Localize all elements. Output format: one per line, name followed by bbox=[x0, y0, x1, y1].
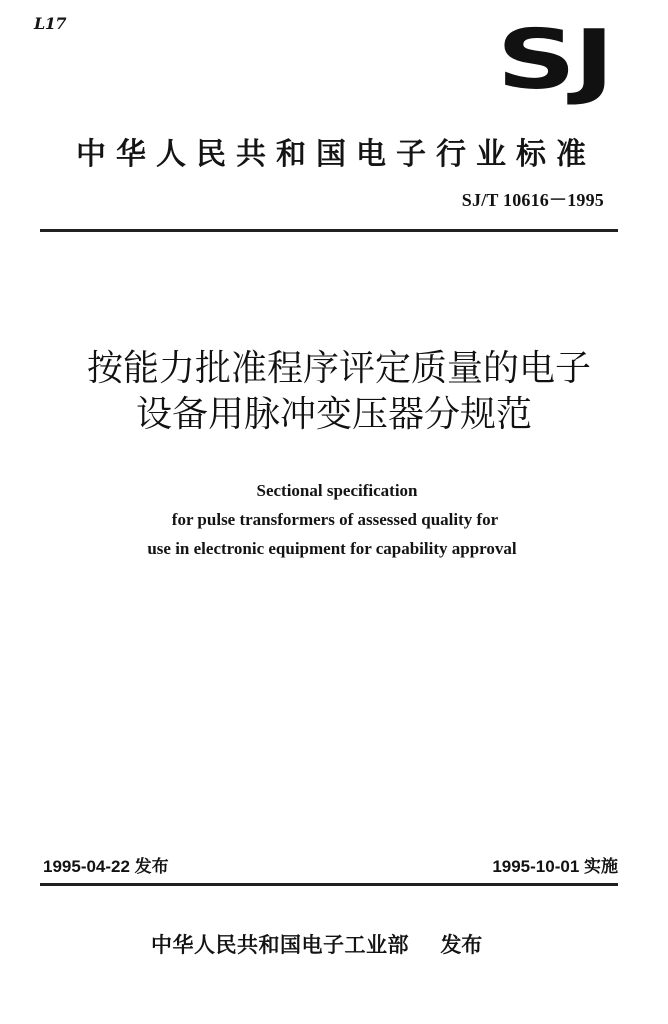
date-row bbox=[43, 852, 618, 878]
classification-code: L17 bbox=[34, 14, 67, 33]
sj-logo: SJ bbox=[496, 13, 612, 108]
standard-number: SJ/T 10616－1995 bbox=[461, 190, 604, 210]
industry-standard-heading: 中华人民共和国电子行业标准 bbox=[76, 137, 596, 172]
english-title-line-3: use in electronic equipment for capability approval bbox=[147, 539, 517, 558]
publisher-organization: 中华人民共和国电子工业部 bbox=[151, 933, 409, 957]
english-title-line-1: Sectional specification bbox=[256, 481, 418, 500]
chinese-title-line-2: 设备用脉冲变压器分规范 bbox=[135, 394, 532, 435]
publisher-line bbox=[151, 929, 482, 959]
implementation-date: 1995-10-01 实施 bbox=[492, 857, 618, 876]
english-title-line-2: for pulse transformers of assessed quality for bbox=[171, 510, 499, 529]
chinese-title-line-1: 按能力批准程序评定质量的电子 bbox=[86, 348, 591, 389]
bottom-divider bbox=[40, 883, 618, 886]
publisher-release-label: 发布 bbox=[440, 933, 483, 957]
top-divider bbox=[40, 229, 618, 232]
english-title bbox=[0, 476, 668, 563]
issue-date: 1995-04-22 发布 bbox=[43, 857, 169, 876]
chinese-title bbox=[0, 346, 668, 438]
